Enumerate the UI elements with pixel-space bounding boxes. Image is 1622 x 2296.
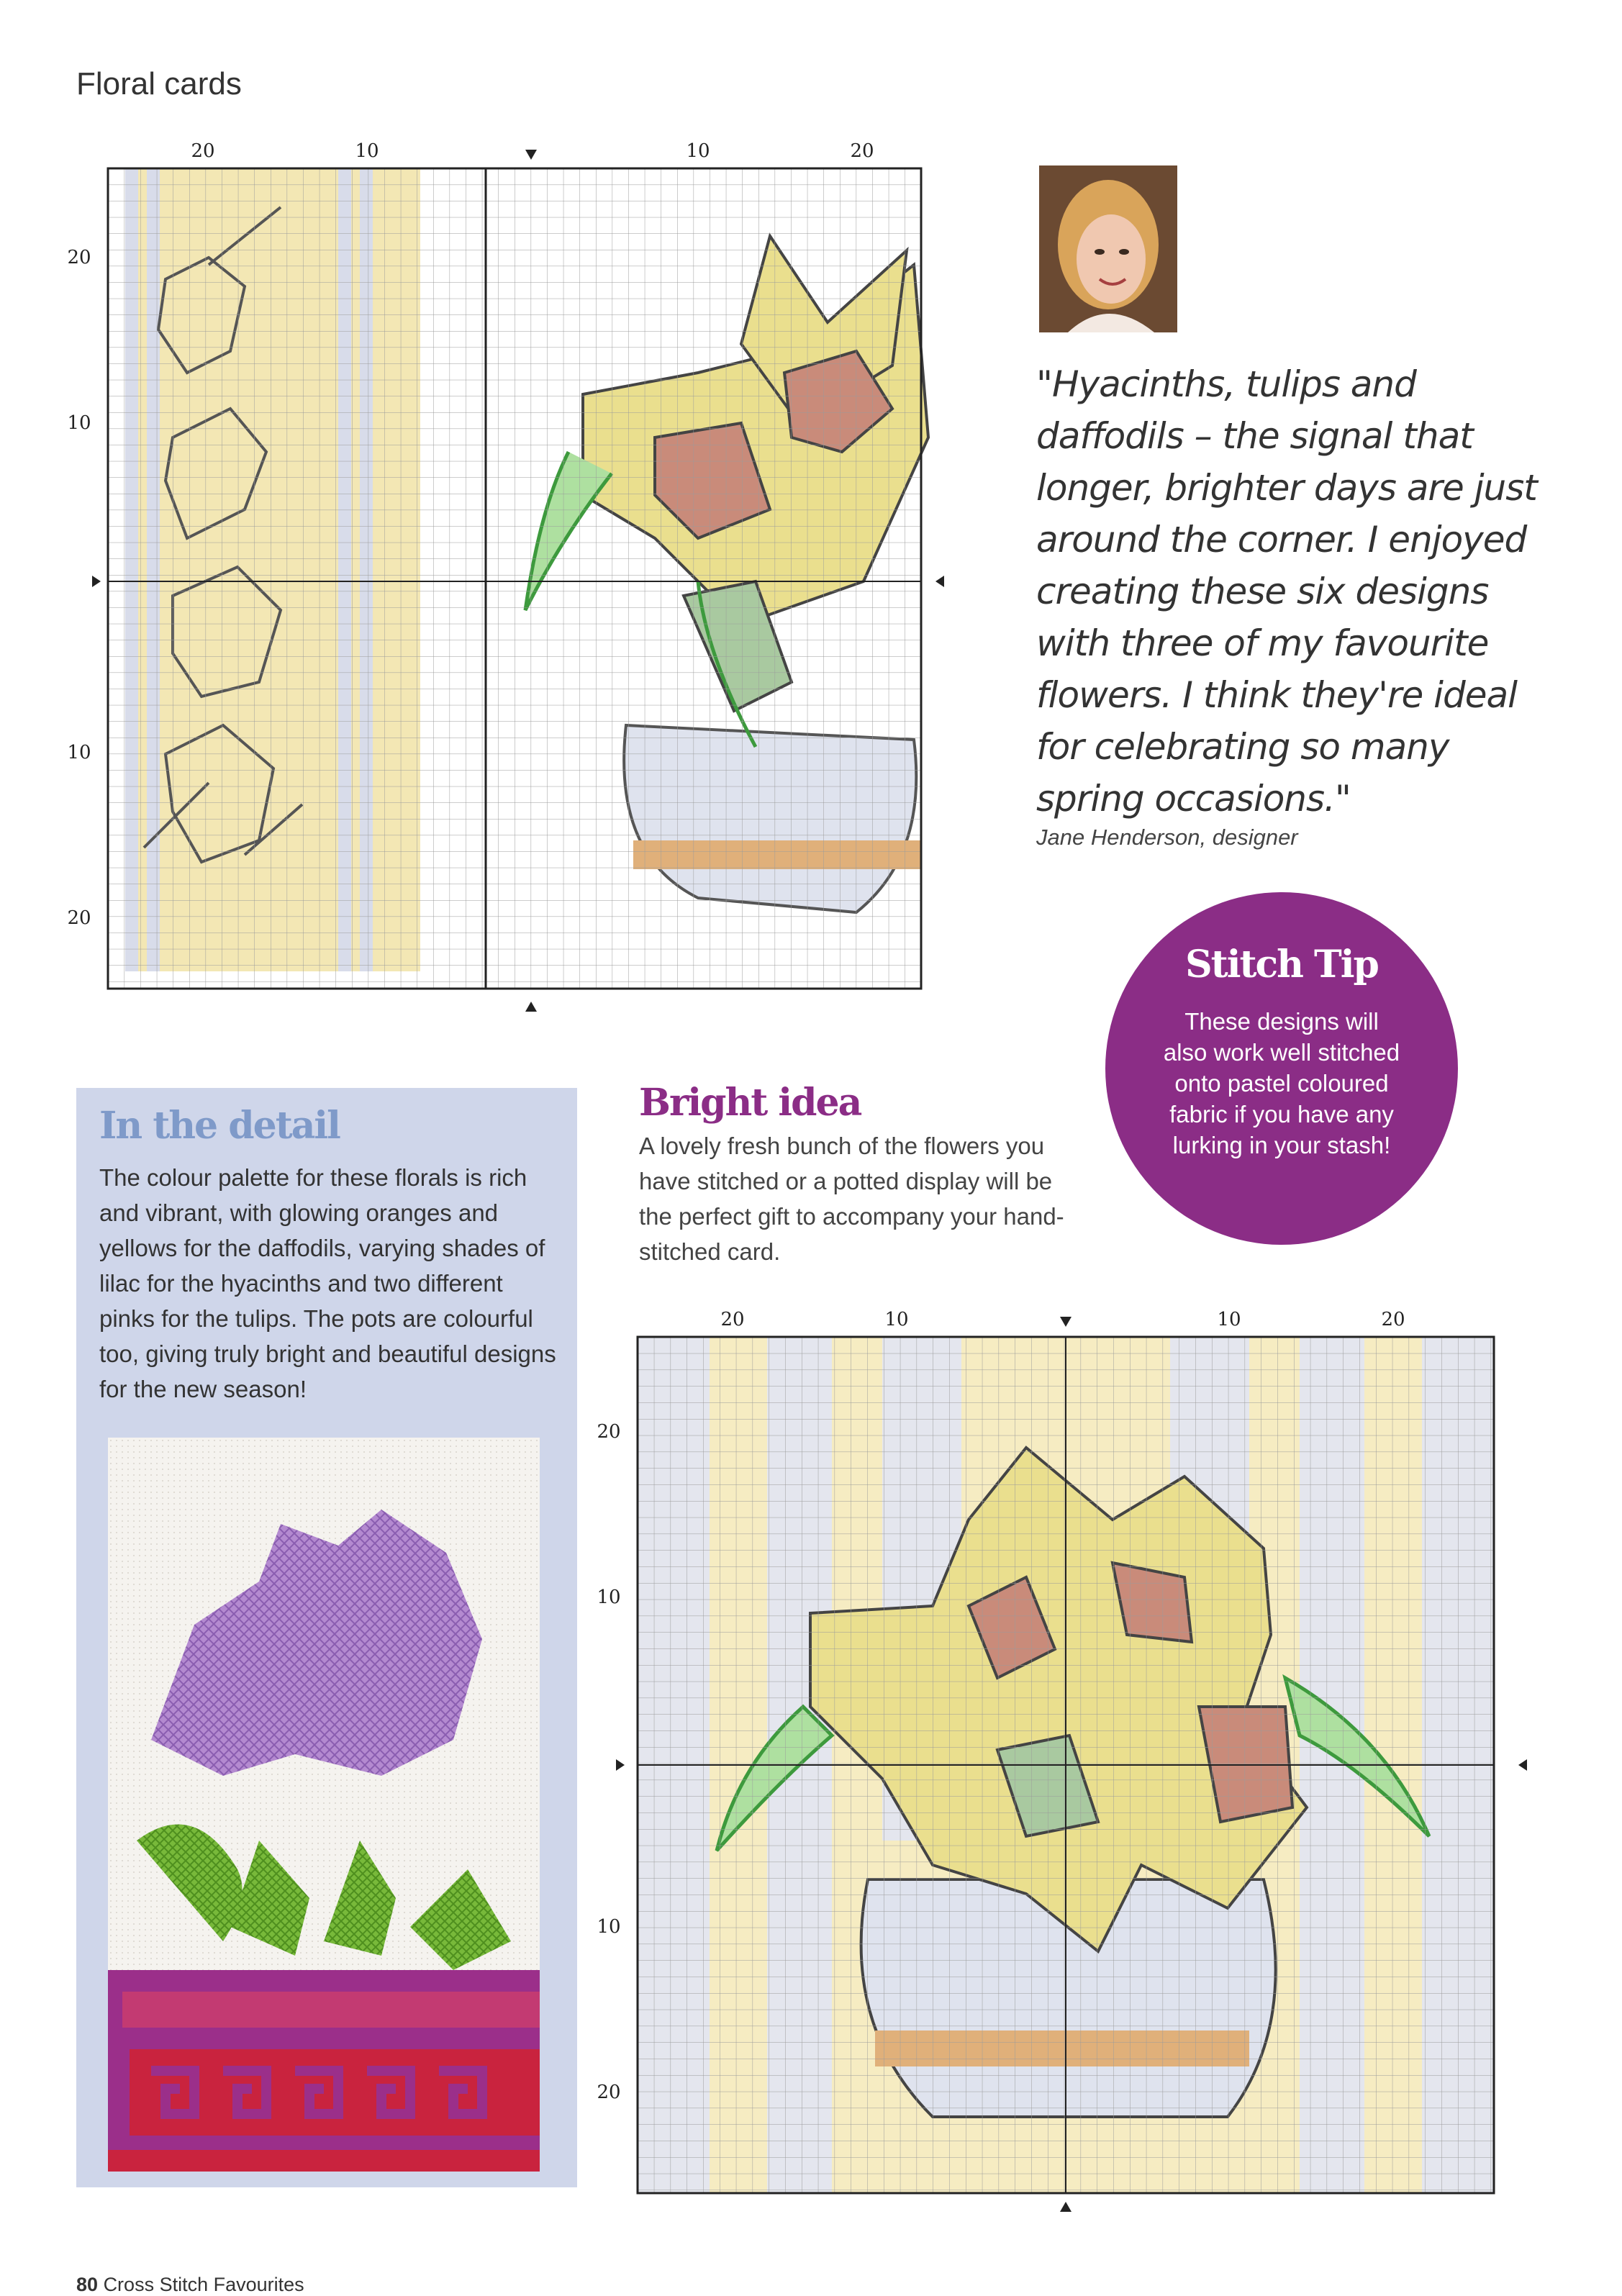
axis-label-side: 10 [67,742,91,763]
axis-label-side: 10 [67,412,91,434]
axis-label-top: 10 [355,140,379,162]
stitch-tip-badge [1105,892,1458,1245]
axis-label-side: 20 [67,907,91,929]
page-number: 80 [76,2274,99,2295]
in-the-detail-title: In the detail [99,1104,340,1148]
stitch-tip-title: Stitch Tip [1185,943,1378,986]
section-title: Floral cards [76,66,242,101]
bright-idea-body: A lovely fresh bunch of the flowers you have stitched or a potted display will be the perfect gift to accompany your hand-stitched card. [639,1133,1064,1265]
designer-quote: "Hyacinths, tulips and daffodils – the signal that longer, brighter days are just around the corner. I enjoyed creating these six designs with three of my favourite flowers. I think they're ideal for celebrating so many spring occasions." [1036,363,1537,820]
axis-label-top: 10 [884,1309,909,1330]
cross-stitch-chart-top [65,135,986,1035]
page-footer [76,2274,304,2296]
axis-label-side: 10 [597,1916,621,1938]
publication-name: Cross Stitch Favourites [103,2274,304,2295]
bright-idea-title: Bright idea [639,1081,861,1125]
designer-portrait [1039,165,1177,332]
axis-label-top: 20 [191,140,215,162]
quote-credit: Jane Henderson, designer [1036,825,1298,850]
axis-label-side: 20 [67,247,91,268]
axis-label-top: 10 [686,140,710,162]
axis-label-top: 10 [1217,1309,1241,1330]
axis-label-top: 20 [1381,1309,1405,1330]
in-the-detail-body: The colour palette for these florals is rich and vibrant, with glowing oranges and yellows for the daffodils, varying shades of lilac for the hyacinths and two different pinks for the tulips. The pots are colourful too, giving truly bright and beautiful designs for the new season! [99,1164,556,1402]
stitched-hyacinth-photo [108,1438,540,2172]
axis-label-side: 10 [597,1587,621,1608]
stitch-tip-body: These designs will also work well stitched onto pastel coloured fabric if you have any lurking in your stash! [1163,1008,1400,1158]
axis-label-top: 20 [720,1309,745,1330]
axis-label-side: 20 [597,1421,621,1443]
axis-label-side: 20 [597,2082,621,2103]
axis-label-top: 20 [850,140,874,162]
cross-stitch-chart-bottom [594,1304,1551,2218]
